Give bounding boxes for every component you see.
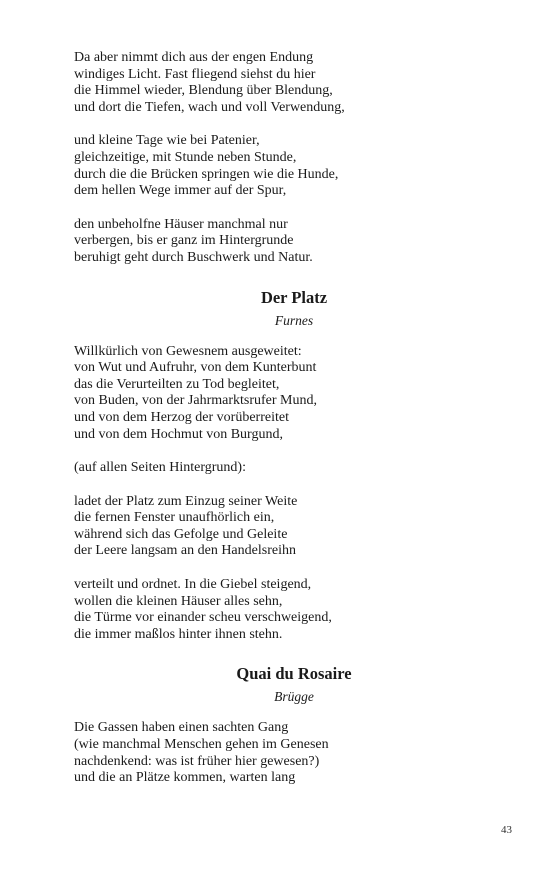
verse-line: und von dem Herzog der vorüberreitet	[74, 409, 289, 425]
poem-subtitle: Brügge	[274, 689, 314, 705]
stanza	[74, 460, 514, 477]
verse-line: während sich das Gefolge und Geleite	[74, 526, 288, 542]
poem-title: Der Platz	[260, 287, 328, 307]
verse-line: und von dem Hochmut von Burgund,	[74, 426, 283, 442]
stanza	[74, 217, 514, 267]
verse-line: Die Gassen haben einen sachten Gang	[74, 720, 289, 736]
verse-line: der Leere langsam an den Handelsreihn	[74, 543, 296, 559]
verse-line: die Türme vor einander scheu verschweigend,	[74, 610, 332, 626]
verse-line: (auf allen Seiten Hintergrund):	[74, 460, 246, 476]
stanza	[74, 133, 514, 199]
poem-title: Quai du Rosaire	[236, 664, 352, 684]
verse-line: durch die die Brücken springen wie die Hunde,	[74, 166, 339, 182]
verse-line: beruhigt geht durch Buschwerk und Natur.	[74, 249, 313, 265]
verse-line: verbergen, bis er ganz im Hintergrunde	[74, 233, 294, 249]
stanza	[74, 344, 514, 444]
verse-line: und dort die Tiefen, wach und voll Verwendung,	[74, 99, 345, 115]
text-column	[74, 50, 514, 787]
stanza	[74, 50, 514, 116]
verse-line: dem hellen Wege immer auf der Spur,	[74, 183, 287, 199]
page-number: 43	[501, 824, 512, 836]
verse-line: die immer maßlos hinter ihnen stehn.	[74, 626, 283, 642]
verse-line: von Wut und Aufruhr, von dem Kunterbunt	[74, 360, 317, 376]
verse-line: die Himmel wieder, Blendung über Blendung,	[74, 83, 333, 99]
verse-line: verteilt und ordnet. In die Giebel steigend,	[74, 577, 312, 593]
verse-line: die fernen Fenster unaufhörlich ein,	[74, 510, 275, 526]
verse-line: Willkürlich von Gewesnem ausgeweitet:	[74, 343, 302, 359]
verse-line: ladet der Platz zum Einzug seiner Weite	[74, 493, 298, 509]
poem-subtitle: Furnes	[274, 312, 314, 328]
stanza	[74, 577, 514, 643]
verse-line: den unbeholfne Häuser manchmal nur	[74, 216, 288, 232]
verse-line: gleichzeitige, mit Stunde neben Stunde,	[74, 149, 297, 165]
verse-line: windiges Licht. Fast fliegend siehst du hier	[74, 66, 316, 82]
verse-line: nachdenkend: was ist früher hier gewesen?)	[74, 753, 320, 769]
verse-line: das die Verurteilten zu Tod begleitet,	[74, 376, 280, 392]
verse-line: wollen die kleinen Häuser alles sehn,	[74, 593, 283, 609]
verse-line: (wie manchmal Menschen gehen im Genesen	[74, 737, 329, 753]
verse-line: Da aber nimmt dich aus der engen Endung	[74, 50, 314, 65]
stanza	[74, 720, 514, 786]
stanza	[74, 494, 514, 560]
verse-line: von Buden, von der Jahrmarktsrufer Mund,	[74, 393, 318, 409]
verse-line: und kleine Tage wie bei Patenier,	[74, 133, 260, 149]
verse-line: und die an Plätze kommen, warten lang	[74, 770, 296, 786]
